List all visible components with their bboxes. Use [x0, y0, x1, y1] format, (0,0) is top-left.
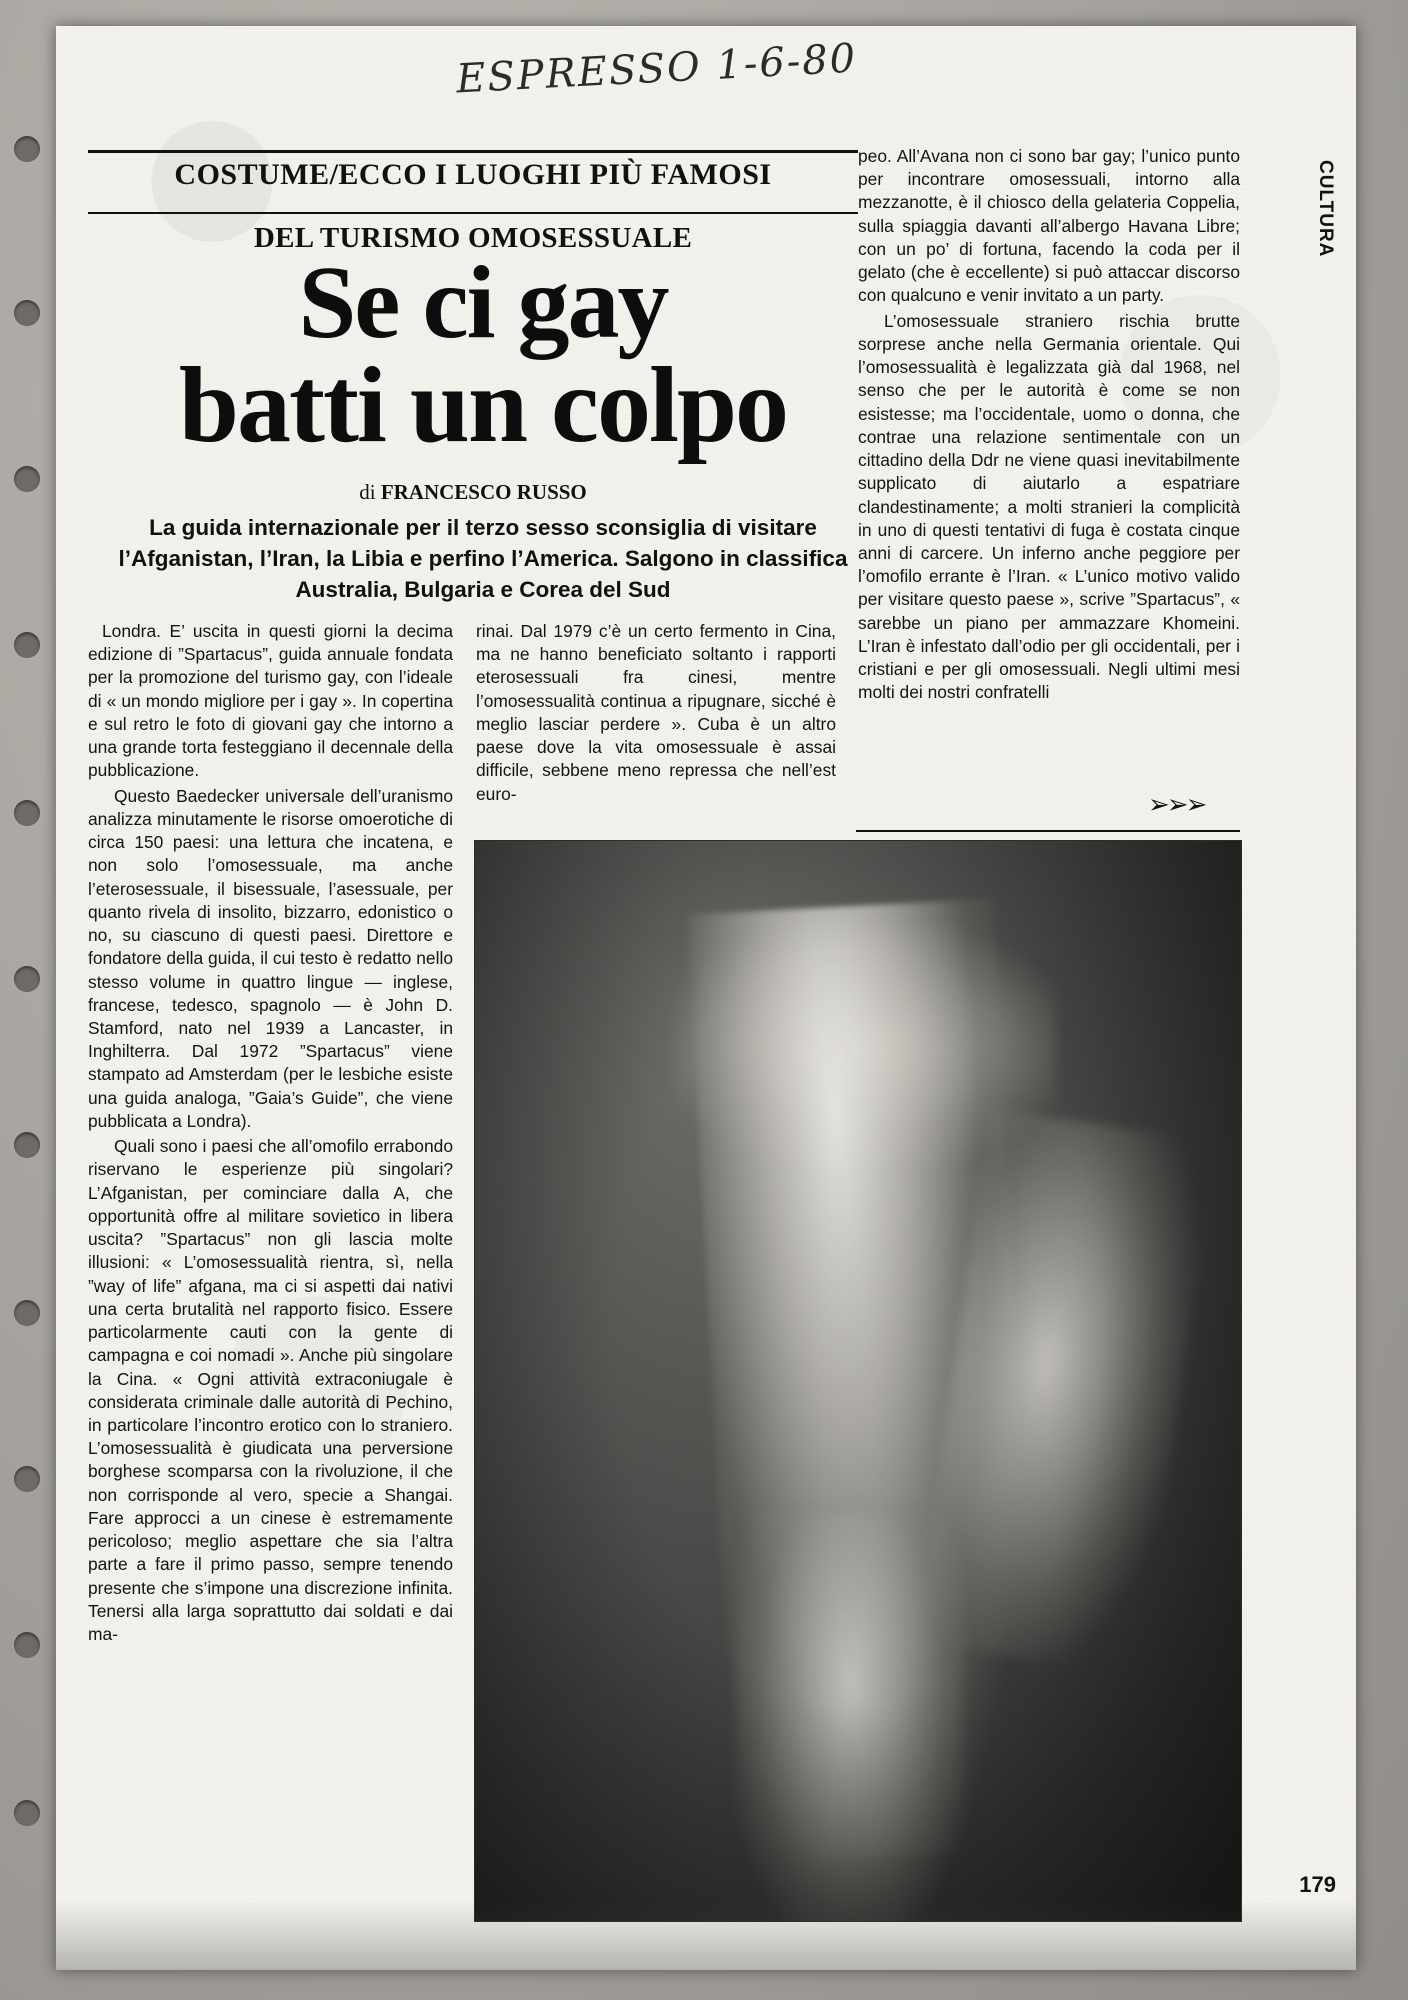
handwritten-annotation: ESPRESSO 1-6-80: [455, 35, 859, 103]
punch-hole: [14, 800, 40, 826]
byline: [88, 480, 858, 505]
paragraph: Questo Baedecker universale dell’uranismo analizza minutamente le risorse omoerotiche di circa 150 paesi: una lettura che incatena, e non solo l’omosessuale, ma anche l’eterosessuale, il bisessuale, l’asessuale, per quanto rivela di insolito, bizzarro, edonistico o no, su ciascuno di questi paesi. Direttore e fondatore della guida, il cui testo è redatto nello stesso volume in quattro lingue — inglese, francese, tedesco, spagnolo — è John D. Stamford, nato nel 1939 a Lancaster, in Inghilterra. Dal 1972 ”Spartacus” viene stampato ad Amsterdam (per le lesbiche esiste una guida analoga, ”Gaia’s Guide”, che viene pubblicata a Londra).: [88, 785, 453, 1131]
article-photo: [474, 840, 1242, 1922]
punch-hole: [14, 1132, 40, 1158]
punch-hole: [14, 1800, 40, 1826]
paragraph: Londra. E’ uscita in questi giorni la decima edizione di ”Spartacus”, guida annuale fondata per la promozione del turismo gay, con l’ideale di « un mondo migliore per i gay ». In copertina e sul retro le foto di giovani gay che intorno a una grande torta festeggiano il decennale della pubblicazione.: [88, 621, 453, 781]
punch-hole: [14, 632, 40, 658]
page-number: 179: [1299, 1872, 1336, 1897]
paragraph: rinai. Dal 1979 c’è un certo fermento in Cina, ma ne hanno beneficiato soltanto i rapporti eterosessuali fra cinesi, mentre l’omosessualità continua a ripugnare, sicché è meglio lasciar perdere ». Cuba è un altro paese dove la vita omosessuale è assai difficile, sebbene meno repressa che nell’est euro-: [476, 621, 836, 804]
photo-vignette: [475, 841, 1241, 1921]
punch-hole: [14, 1466, 40, 1492]
rule-below-kicker: [88, 212, 858, 214]
rule-above-kicker: [88, 150, 858, 153]
continuation-arrows-icon: ➢➢➢: [1148, 790, 1205, 820]
body-column-3: [858, 145, 1240, 845]
headline-line-1: Se ci gay: [298, 245, 668, 360]
punch-hole: [14, 466, 40, 492]
byline-prefix: di: [359, 480, 381, 504]
section-tag-cultura: CULTURA: [1315, 160, 1336, 258]
paragraph: Quali sono i paesi che all’omofilo errabondo riservano le esperienze più singolari? L’Afganistan, per cominciare dalla A, che opportunità offre al militare sovietico in libera uscita? ”Spartacus” non gli lascia molte illusioni: « L’omosessualità rientra, sì, nella ”way of life” afgana, ma ci si aspetti dai nativi una certa brutalità nel rapporto fisico. Essere particolarmente cauti con la gente di campagna e coi nomadi ». Anche più singolare la Cina. « Ogni attività extraconiugale è considerata criminale dalle autorità di Pechino, in particolare l’incontro erotico con lo straniero. L’omosessualità è giudicata una perversione borghese scomparsa con la rivoluzione, il che non corrisponde al vero, specie a Shangai. Fare approcci a un cinese è estremamente pericoloso; meglio aspettare che sia l’altra parte a fare il primo passo, sempre tenendo presente che s’impone una discrezione infinita. Tenersi alla larga soprattutto dai soldati e dai ma-: [88, 1136, 453, 1645]
paragraph: peo. All’Avana non ci sono bar gay; l’unico punto per incontrare omosessuali, intorno alla mezzanotte, è il chiosco della gelateria Coppelia, sulla spiaggia davanti all’albergo Havana Libre; con un po’ di fortuna, facendo la coda per il gelato (che è eccellente) si può attaccar discorso con qualcuno e venir invitato a un party.: [858, 146, 1240, 306]
article-body: [88, 146, 1350, 1950]
rule-below-right-column: [856, 830, 1240, 832]
punch-hole: [14, 136, 40, 162]
kicker-line-2: DEL TURISMO OMOSESSUALE: [253, 222, 693, 254]
page-title: [88, 245, 878, 465]
standfirst: La guida internazionale per il terzo sesso sconsiglia di visitare l’Afganistan, l’Iran, la Libia e perfino l’America. Salgono in classifica Australia, Bulgaria e Corea del Sud: [118, 515, 848, 603]
paragraph: L’omosessuale straniero rischia brutte sorprese anche nella Germania orientale. Qui l’omosessualità è legalizzata già dal 1968, nel senso che per le autorità è come se non esistesse; ma l’occidentale, uomo o donna, che contrae una relazione sentimentale con un cittadino della Ddr ne viene quasi inevitabilmente supplicato di aiutarlo a espatriare clandestinamente; a molti stranieri la complicità in uno di questi tentativi di fuga è costata cinque anni di carcere. Un inferno anche peggiore per l’omofilo errante è l’Iran. « L’unico motivo valido per visitare questo paese », scrive ”Spartacus”, « sarebbe un piano per ammazzare Khomeini. L’Iran è infestato dall’odio per gli occidentali, per i cristiani e per gli omosessuali. Negli ultimi mesi molti dei nostri confratelli: [858, 310, 1240, 703]
byline-author: FRANCESCO RUSSO: [380, 480, 587, 504]
punch-hole: [14, 1300, 40, 1326]
kicker-line-1: COSTUME/ECCO I LUOGHI PIÙ FAMOSI: [174, 158, 772, 191]
body-column-1: [88, 620, 453, 1920]
punch-hole: [14, 966, 40, 992]
punch-hole: [14, 300, 40, 326]
headline-line-2: batti un colpo: [178, 345, 788, 465]
body-column-2: [476, 620, 836, 804]
punch-hole: [14, 1632, 40, 1658]
